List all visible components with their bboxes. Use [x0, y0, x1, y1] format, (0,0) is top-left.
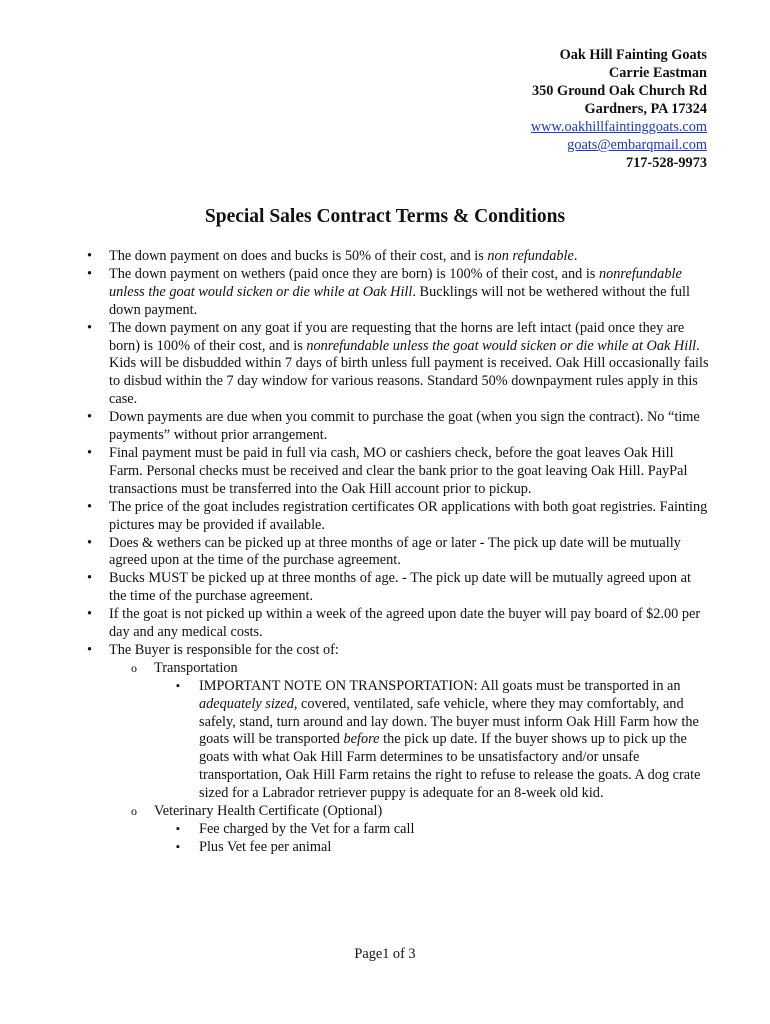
letterhead: [347, 46, 707, 172]
term-item: • The price of the goat includes registration certificates OR applications with both goat registries. Fainting pictures may be provided if available.: [109, 499, 709, 535]
term-item: • Bucks MUST be picked up at three months of age. - The pick up date will be mutually agreed upon at the time of the purchase agreement.: [109, 570, 709, 606]
website-link[interactable]: www.oakhillfaintinggoats.com: [530, 119, 707, 135]
subterm-item: o Veterinary Health Certificate (Optional) ▪ Fee charged by the Vet for a farm call ▪ Plus Vet fee per animal: [154, 803, 709, 857]
subterm-item: o Transportation ▪ IMPORTANT NOTE ON TRANSPORTATION: All goats must be transported in an adequately sized, covered, ventilated, safe vehicle, where they may comfortably, and safely, stand, turn around and lay down. The buyer must inform Oak Hill Farm how the goats will be transported before the pick up date. If the buyer shows up to pick up the goats with what Oak Hill Farm determines to be unsatisfactory and/or unsafe transportation, Oak Hill Farm retains the right to refuse to release the goats. A dog crate sized for a Labrador retriever puppy is adequate for an 8-week old kid.: [154, 660, 709, 803]
business-name: Oak Hill Fainting Goats: [559, 47, 707, 63]
vet-item: ▪ Plus Vet fee per animal: [199, 839, 709, 857]
phone-number: 717-528-9973: [625, 155, 707, 171]
term-item: • The down payment on wethers (paid once they are born) is 100% of their cost, and is nonrefundable unless the goat would sicken or die while at Oak Hill. Bucklings will not be wethered without the full down payment.: [109, 266, 709, 320]
term-item: • If the goat is not picked up within a week of the agreed upon date the buyer will pay board of $2.00 per day and any medical costs.: [109, 606, 709, 642]
terms-list: [109, 248, 709, 857]
owner-name: Carrie Eastman: [608, 65, 707, 81]
transport-note: ▪ IMPORTANT NOTE ON TRANSPORTATION: All goats must be transported in an adequately sized, covered, ventilated, safe vehicle, where they may comfortably, and safely, stand, turn around and lay down. The buyer must inform Oak Hill Farm how the goats will be transported before the pick up date. If the buyer shows up to pick up the goats with what Oak Hill Farm determines to be unsatisfactory and/or unsafe transportation, Oak Hill Farm retains the right to refuse to release the goats. A dog crate sized for a Labrador retriever puppy is adequate for an 8-week old kid.: [199, 678, 709, 803]
page-title: Special Sales Contract Terms & Conditions: [204, 206, 566, 227]
term-item: • Final payment must be paid in full via cash, MO or cashiers check, before the goat leaves Oak Hill Farm. Personal checks must be received and clear the bank prior to the goat leaving Oak Hill. PayPal transactions must be transferred into the Oak Hill account prior to pickup.: [109, 445, 709, 499]
term-item: • Does & wethers can be picked up at three months of age or later - The pick up date will be mutually agreed upon at the time of the purchase agreement.: [109, 535, 709, 571]
term-item: • The down payment on does and bucks is 50% of their cost, and is non refundable.: [109, 248, 709, 266]
term-item: • The down payment on any goat if you are requesting that the horns are left intact (paid once they are born) is 100% of their cost, and is nonrefundable unless the goat would sicken or die while at Oak Hill. Kids will be disbudded within 7 days of birth unless full payment is received. Oak Hill occasionally fails to disbud within the 7 day window for various reasons. Standard 50% downpayment rules apply in this case.: [109, 320, 709, 410]
email-link[interactable]: goats@embarqmail.com: [567, 137, 707, 153]
street-address: 350 Ground Oak Church Rd: [531, 83, 707, 99]
vet-item: ▪ Fee charged by the Vet for a farm call: [199, 821, 709, 839]
page-number: Page1 of 3: [354, 946, 416, 962]
term-item: • The Buyer is responsible for the cost of: o Transportation ▪ IMPORTANT NOTE ON TRANSPORTATION: All goats must be transported in an adequately sized, covered, ventilated, safe vehicle, where they may comfortably, and safely, stand, turn around and lay down. The buyer must inform Oak Hill Farm how the goats will be transported before the pick up date. If the buyer shows up to pick up the goats with what Oak Hill Farm determines to be unsatisfactory and/or unsafe transportation, Oak Hill Farm retains the right to refuse to release the goats. A dog crate sized for a Labrador retriever puppy is adequate for an 8-week old kid. o Veterinary Health Certificate (Optional) ▪ Fee charged by the Vet for a farm call ▪ Plus Vet fee per animal: [109, 642, 709, 857]
city-state-zip: Gardners, PA 17324: [584, 101, 707, 117]
term-item: • Down payments are due when you commit to purchase the goat (when you sign the contract). No “time payments” without prior arrangement.: [109, 409, 709, 445]
